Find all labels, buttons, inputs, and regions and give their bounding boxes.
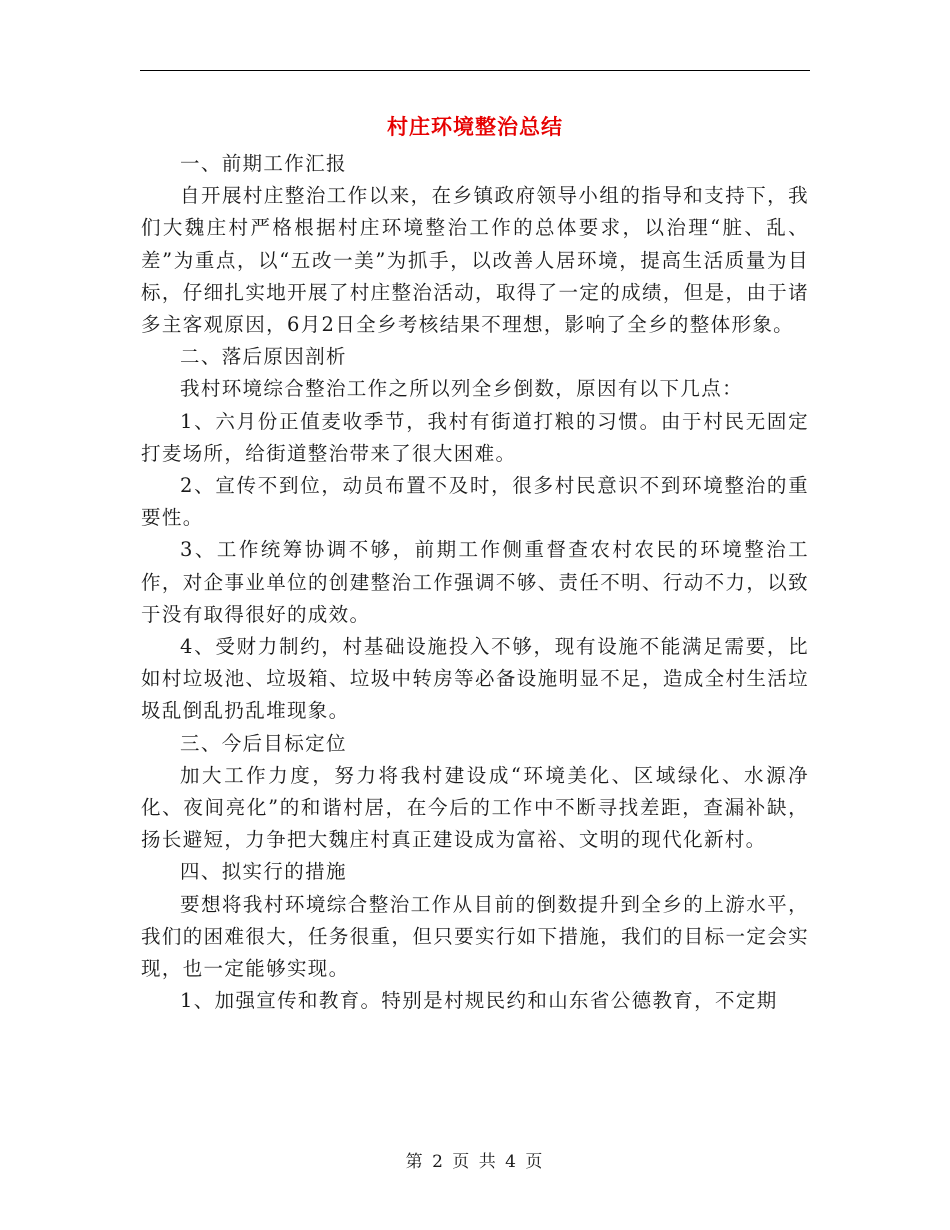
paragraph: 自开展村庄整治工作以来，在乡镇政府领导小组的指导和支持下，我们大魏庄村严格根据村庄环境整治工作的总体要求，以治理“脏、乱、差”为重点，以“五改一美”为抓手，以改善人居环境，提高生活质量为目标，仔细扎实地开展了村庄整治活动，取得了一定的成绩，但是，由于诸多主客观原因，6月2日全乡考核结果不理想，影响了全乡的整体形象。	[141, 184, 809, 337]
list-item: 3、工作统筹协调不够，前期工作侧重督查农村农民的环境整治工作，对企事业单位的创建整治工作强调不够、责任不明、行动不力，以致于没有取得很好的成效。	[141, 538, 809, 626]
list-item: 1、六月份正值麦收季节，我村有街道打粮的习惯。由于村民无固定打麦场所，给街道整治带来了很大困难。	[141, 409, 809, 465]
paragraph: 要想将我村环境综合整治工作从目前的倒数提升到全乡的上游水平，我们的困难很大，任务很重，但只要实行如下措施，我们的目标一定会实现，也一定能够实现。	[141, 892, 809, 981]
page-footer: 第 2 页 共 4 页	[405, 1152, 545, 1172]
section-heading-4: 四、拟实行的措施	[180, 860, 347, 884]
document-body	[141, 148, 809, 1017]
section-heading-3: 三、今后目标定位	[180, 731, 347, 755]
paragraph: 加大工作力度，努力将我村建设成“环境美化、区域绿化、水源净化、夜间亮化”的和谐村居，在今后的工作中不断寻找差距，查漏补缺，扬长避短，力争把大魏庄村真正建设成为富裕、文明的现代化新村。	[141, 763, 809, 852]
document-title: 村庄环境整治总结	[387, 114, 563, 139]
section-heading-2: 二、落后原因剖析	[180, 345, 347, 369]
section-heading-1: 一、前期工作汇报	[180, 152, 347, 175]
list-item: 4、受财力制约，村基础设施投入不够，现有设施不能满足需要，比如村垃圾池、垃圾箱、垃圾中转房等必备设施明显不足，造成全村生活垃圾乱倒乱扔乱堆现象。	[141, 635, 809, 723]
list-item: 2、宣传不到位，动员布置不及时，很多村民意识不到环境整治的重要性。	[141, 474, 809, 530]
paragraph: 我村环境综合整治工作之所以列全乡倒数，原因有以下几点：	[180, 377, 743, 401]
list-item: 1、加强宣传和教育。特别是村规民约和山东省公德教育，不定期	[180, 989, 778, 1013]
header-rule	[140, 70, 810, 71]
